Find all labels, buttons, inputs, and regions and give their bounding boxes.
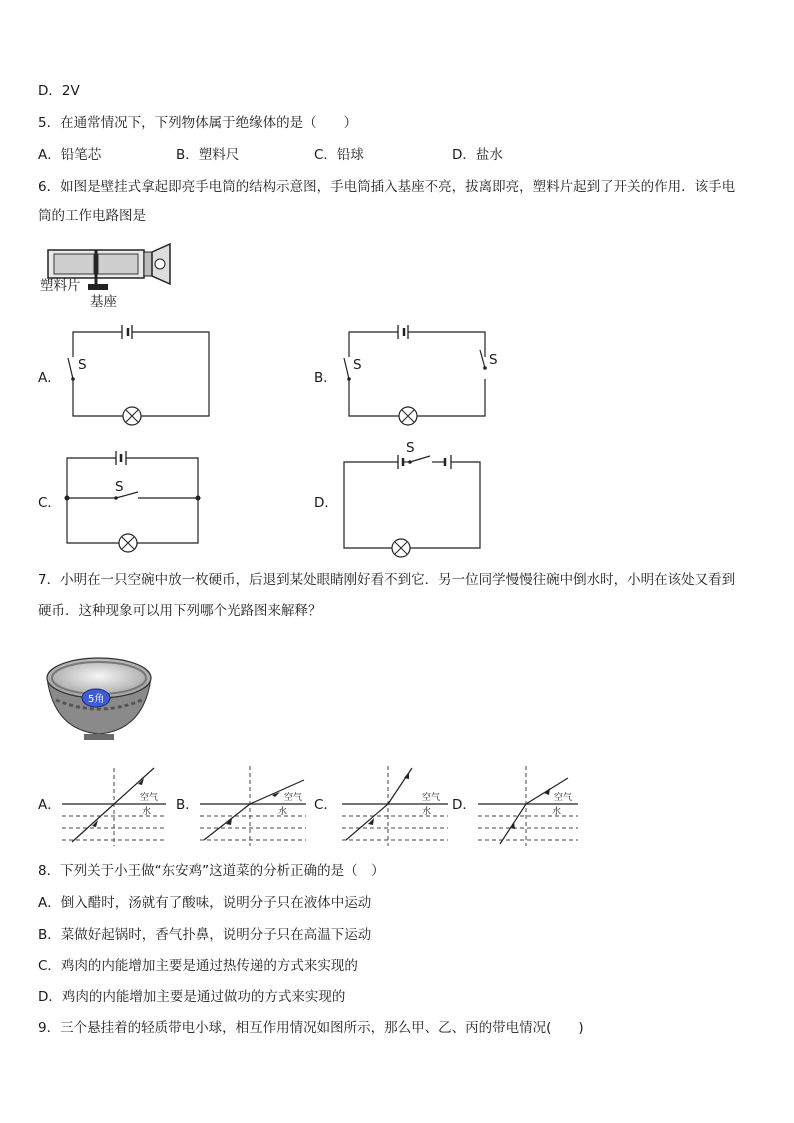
bowl-figure xyxy=(44,652,154,742)
q6-option-c-label: C． xyxy=(38,495,61,511)
air-label: 空气 xyxy=(284,793,303,803)
switch-s-label: S xyxy=(406,440,415,456)
light-path-a xyxy=(62,766,167,846)
q4-option-d: D．2V xyxy=(38,83,80,99)
air-label: 空气 xyxy=(140,793,159,803)
water-label: 水 xyxy=(552,807,562,817)
circuit-b xyxy=(346,322,498,422)
q7-stem-line1: 7．小明在一只空碗中放一枚硬币，后退到某处眼睛刚好看不到它．另一位同学慢慢往碗中倒水时，小明在该处又看到 xyxy=(38,572,736,588)
switch-s2-label: S xyxy=(489,352,498,368)
coin-label: 5角 xyxy=(88,694,105,705)
circuit-d xyxy=(342,440,487,554)
light-path-d xyxy=(478,766,580,846)
q6-stem-line2: 筒的工作电路图是 xyxy=(38,208,146,224)
q8-stem: 8．下列关于小王做“东安鸡”这道菜的分析正确的是（ ） xyxy=(38,863,385,879)
water-label: 水 xyxy=(422,807,432,817)
q7-option-a-label: A． xyxy=(38,797,61,813)
flashlight-figure xyxy=(40,240,190,310)
q8-option-a: A．倒入醋时，汤就有了酸味，说明分子只在液体中运动 xyxy=(38,895,372,911)
water-label: 水 xyxy=(142,807,152,817)
q7-option-b-label: B． xyxy=(176,797,199,813)
circuit-c xyxy=(64,448,204,553)
q7-option-d-label: D． xyxy=(452,797,476,813)
q7-option-c-label: C． xyxy=(314,797,337,813)
switch-s-label: S xyxy=(78,357,87,373)
switch-s-label: S xyxy=(115,479,124,495)
light-path-c xyxy=(342,766,450,846)
q5-stem: 5．在通常情况下，下列物体属于绝缘体的是（ ） xyxy=(38,115,358,131)
q7-stem-line2: 硬币．这种现象可以用下列哪个光路图来解释？ xyxy=(38,603,322,619)
q8-option-c: C．鸡肉的内能增加主要是通过热传递的方式来实现的 xyxy=(38,958,358,974)
circuit-a xyxy=(70,322,215,422)
q6-option-a-label: A． xyxy=(38,370,61,386)
air-label: 空气 xyxy=(422,793,441,803)
light-path-b xyxy=(200,766,308,846)
base-label: 基座 xyxy=(90,294,117,310)
q6-stem-line1: 6．如图是壁挂式拿起即亮手电筒的结构示意图，手电筒插入基座不亮，拔离即亮，塑料片起到了开关的作用．该手电 xyxy=(38,179,736,195)
q9-stem: 9．三个悬挂着的轻质带电小球，相互作用情况如图所示，那么甲、乙、丙的带电情况( ) xyxy=(38,1020,584,1036)
switch-s1-label: S xyxy=(353,357,362,373)
q8-option-d: D．鸡肉的内能增加主要是通过做功的方式来实现的 xyxy=(38,989,346,1005)
q5-option-c: C．铅球 xyxy=(314,147,364,163)
q5-option-d: D．盐水 xyxy=(452,147,503,163)
q6-option-b-label: B． xyxy=(314,370,337,386)
water-label: 水 xyxy=(278,807,288,817)
q5-option-b: B．塑料尺 xyxy=(176,147,240,163)
q8-option-b: B．菜做好起锅时，香气扑鼻，说明分子只在高温下运动 xyxy=(38,927,372,943)
q6-option-d-label: D． xyxy=(314,495,338,511)
plastic-piece-label: 塑料片 xyxy=(40,278,81,294)
air-label: 空气 xyxy=(554,793,573,803)
q5-option-a: A．铅笔芯 xyxy=(38,147,102,163)
